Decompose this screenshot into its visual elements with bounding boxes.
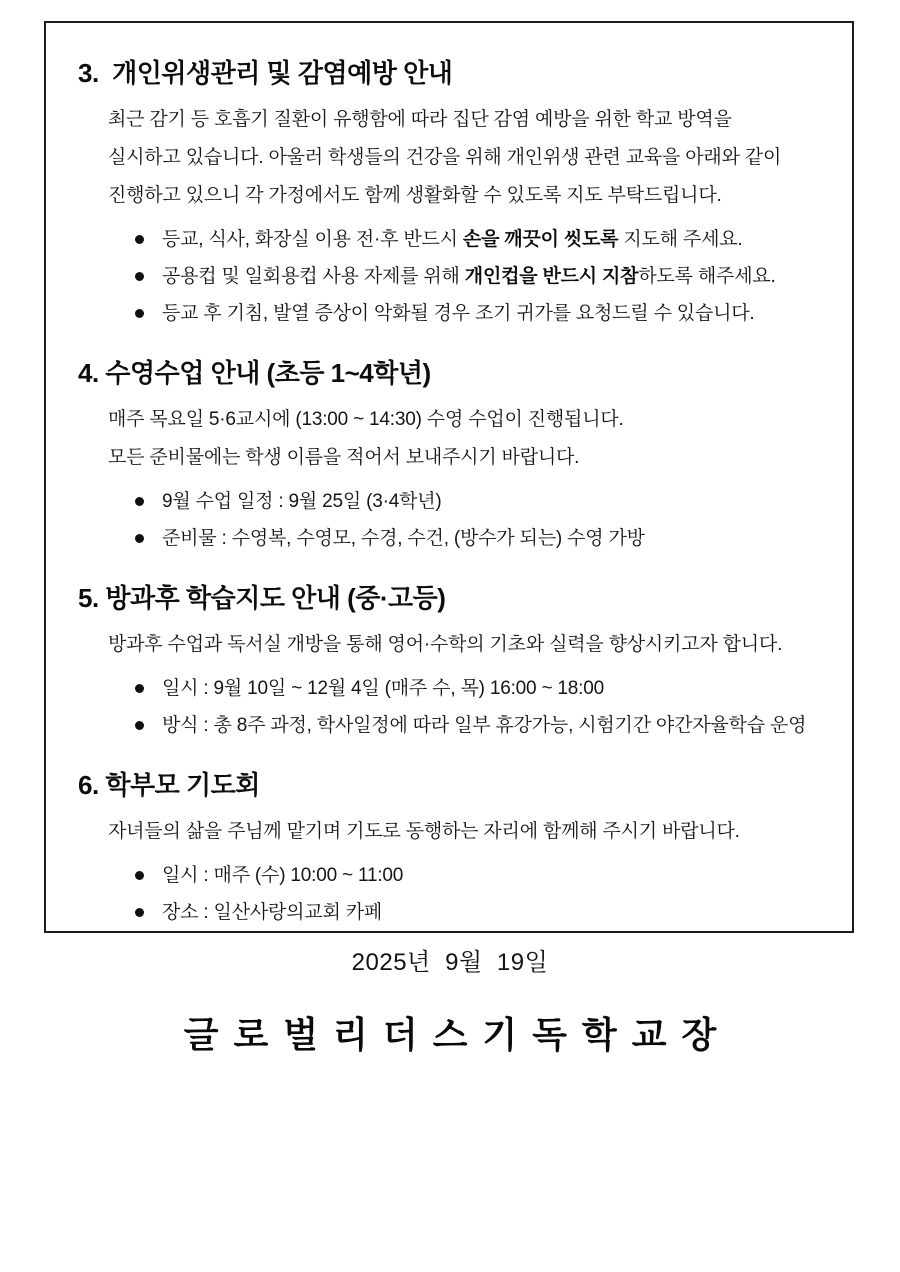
notice-border-box: [44, 21, 854, 933]
bullet-text: 9월 수업 일정 : 9월 25일 (3·4학년): [162, 491, 442, 512]
bullet-dot-icon: [135, 309, 144, 318]
list-item: [135, 295, 826, 332]
list-item: [135, 221, 826, 258]
section-heading: 6. 학부모 기도회: [78, 770, 260, 800]
signature-principal: 글로벌리더스기독학교장: [183, 1014, 732, 1055]
section-swimming: [78, 357, 826, 557]
section-heading: 5. 방과후 학습지도 안내 (중·고등): [78, 583, 446, 613]
bullet-text: 방식 : 총 8주 과정, 학사일정에 따라 일부 휴강가능, 시험기간 야간자율학습 운영: [162, 715, 807, 736]
bullet-list: [135, 670, 826, 744]
paragraph-line: 자녀들의 삶을 주님께 맡기며 기도로 동행하는 자리에 함께해 주시기 바랍니다.: [108, 821, 740, 842]
paragraph-line: 최근 감기 등 호흡기 질환이 유행함에 따라 집단 감염 예방을 위한 학교 방역을: [108, 109, 732, 130]
paragraph-line: 진행하고 있으니 각 가정에서도 함께 생활화할 수 있도록 지도 부탁드립니다.: [108, 185, 722, 206]
bullet-text: 일시 : 매주 (수) 10:00 ~ 11:00: [162, 865, 404, 886]
paragraph-line: 실시하고 있습니다. 아울러 학생들의 건강을 위해 개인위생 관련 교육을 아래와 같이: [108, 147, 782, 168]
list-item: [135, 894, 826, 931]
bullet-dot-icon: [135, 871, 144, 880]
list-item: [135, 707, 826, 744]
bullet-text: 일시 : 9월 10일 ~ 12월 4일 (매주 수, 목) 16:00 ~ 18:00: [162, 678, 604, 699]
bullet-list: [135, 857, 826, 931]
bullet-dot-icon: [135, 497, 144, 506]
bullet-list: [135, 483, 826, 557]
list-item: [135, 857, 826, 894]
bullet-text: 등교 후 기침, 발열 증상이 악화될 경우 조기 귀가를 요청드릴 수 있습니다.: [162, 303, 755, 324]
bullet-text: 등교, 식사, 화장실 이용 전·후 반드시 손을 깨끗이 씻도록 지도해 주세요.: [162, 229, 743, 250]
bullet-list: [135, 221, 826, 332]
section-heading: 4. 수영수업 안내 (초등 1~4학년): [78, 358, 431, 388]
section-hygiene: [78, 57, 826, 332]
bullet-dot-icon: [135, 272, 144, 281]
section-afterschool: [78, 582, 826, 744]
list-item: [135, 258, 826, 295]
notice-date: 2025년 9월 19일: [351, 949, 549, 976]
bullet-text: 준비물 : 수영복, 수영모, 수경, 수건, (방수가 되는) 수영 가방: [162, 528, 645, 549]
paragraph-line: 모든 준비물에는 학생 이름을 적어서 보내주시기 바랍니다.: [108, 447, 580, 468]
list-item: [135, 483, 826, 520]
list-item: [135, 520, 826, 557]
bullet-text: 장소 : 일산사랑의교회 카페: [162, 902, 383, 923]
bullet-dot-icon: [135, 534, 144, 543]
bullet-dot-icon: [135, 908, 144, 917]
bullet-dot-icon: [135, 721, 144, 730]
section-heading: 3. 개인위생관리 및 감염예방 안내: [78, 58, 453, 88]
list-item: [135, 670, 826, 707]
paragraph-line: 매주 목요일 5·6교시에 (13:00 ~ 14:30) 수영 수업이 진행됩니다.: [108, 409, 624, 430]
bullet-dot-icon: [135, 684, 144, 693]
section-prayer-meeting: [78, 769, 826, 931]
paragraph-line: 방과후 수업과 독서실 개방을 통해 영어·수학의 기초와 실력을 향상시키고자 합니다.: [108, 634, 783, 655]
bullet-dot-icon: [135, 235, 144, 244]
bullet-text: 공용컵 및 일회용컵 사용 자제를 위해 개인컵을 반드시 지참하도록 해주세요.: [162, 266, 776, 287]
